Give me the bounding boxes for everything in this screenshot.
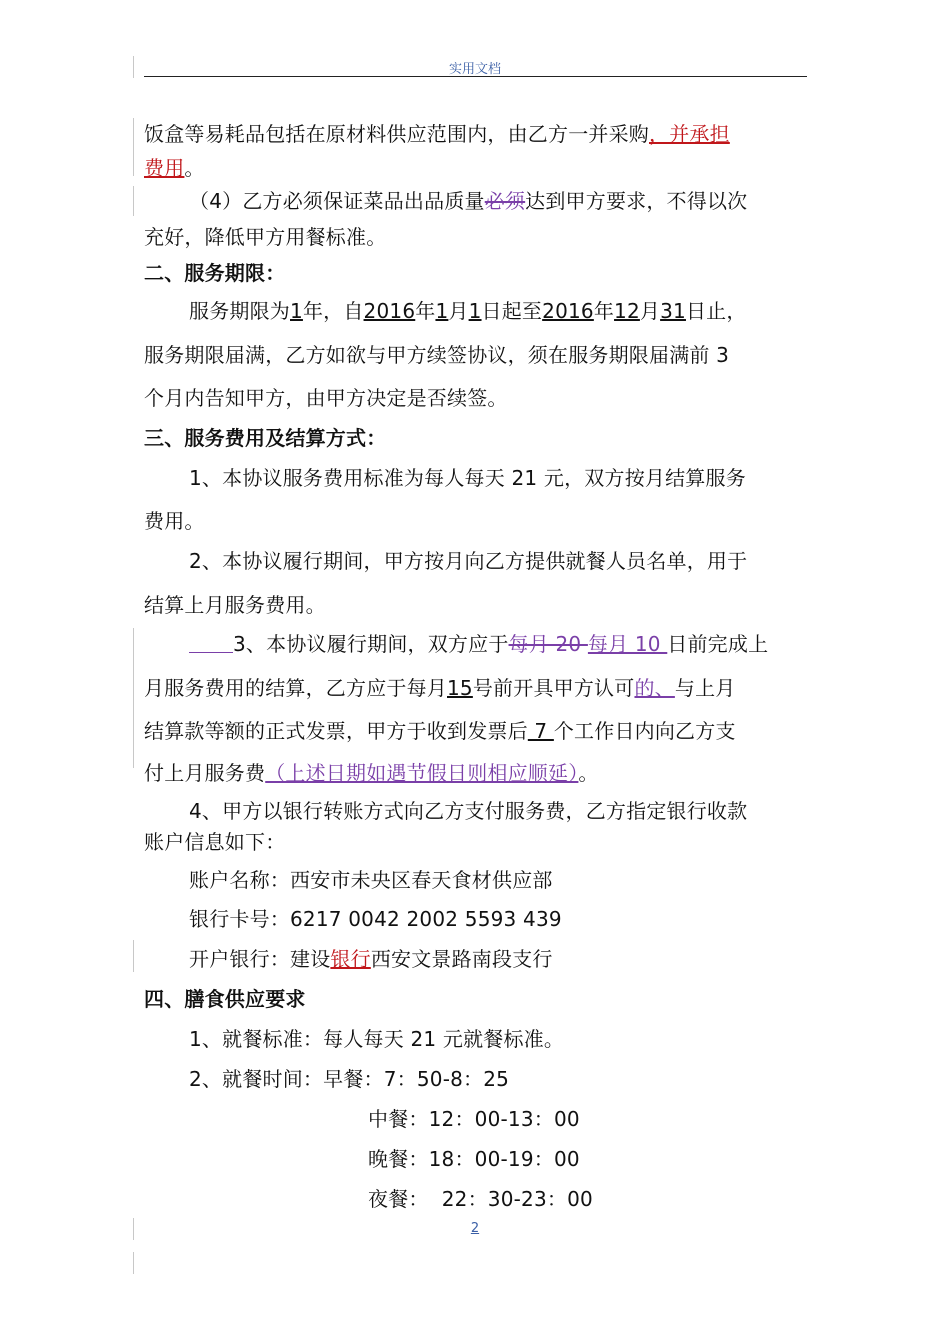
paragraph-line: 1、就餐标准：每人每天 21 元就餐标准。	[189, 1027, 565, 1051]
tracked-deletion: 每月 20	[508, 632, 588, 656]
paragraph-line: 2、本协议履行期间，甲方按月向乙方提供就餐人员名单，用于	[189, 549, 748, 573]
tracked-insertion: 银行	[330, 947, 371, 971]
paragraph-line: 账户名称：西安市未央区春天食材供应部	[189, 868, 553, 892]
text-run: 月	[639, 299, 661, 323]
paragraph-line: 2、就餐时间：早餐：7：50-8：25	[189, 1067, 510, 1091]
paragraph-line: 充好，降低甲方用餐标准。	[144, 225, 387, 249]
tracked-insertion: 每月 10	[587, 632, 668, 656]
running-header: 实用文档	[448, 62, 501, 77]
text-run: 年	[593, 299, 615, 323]
tracked-insertion: 的、	[634, 676, 675, 700]
tracked-insertion: （上述日期如遇节假日则相应顺延）	[265, 761, 579, 785]
text-run: 。	[184, 156, 205, 180]
paragraph-line: 银行卡号：6217 0042 2002 5593 439	[189, 907, 562, 931]
paragraph-line: 夜餐： 22：30-23：00	[368, 1187, 593, 1211]
paragraph-line: 4、甲方以银行转账方式向乙方支付服务费，乙方指定银行收款	[189, 799, 748, 823]
underlined-value: 31	[660, 299, 686, 323]
underlined-value: 1	[290, 299, 303, 323]
margin-change-bar	[133, 940, 134, 972]
underlined-value: 12	[614, 299, 640, 323]
paragraph-line: 结算上月服务费用。	[144, 593, 326, 617]
paragraph-line	[144, 675, 735, 701]
paragraph-line: 服务期限届满，乙方如欲与甲方续签协议，须在服务期限届满前 3	[144, 343, 730, 367]
text-run: 日前完成上	[667, 632, 769, 656]
text-run: 服务期限为	[189, 299, 290, 323]
text-run: 结算款等额的正式发票，甲方于收到发票后	[144, 719, 528, 743]
text-run: 与上月	[674, 676, 736, 700]
margin-change-bar	[133, 628, 134, 768]
text-run: （4）乙方必须保证菜品出品质量	[189, 189, 485, 213]
paragraph-line: 费用。	[144, 509, 205, 533]
text-run: 。	[578, 761, 599, 785]
margin-change-bar	[133, 56, 134, 78]
text-run: 付上月服务费	[144, 761, 266, 785]
tracked-insertion: 费用	[144, 156, 185, 180]
section-heading: 二、服务期限：	[144, 261, 286, 285]
tracked-blank-insertion	[189, 632, 233, 653]
header-rule	[144, 76, 807, 77]
paragraph-line: 账户信息如下：	[144, 830, 286, 854]
text-run: 个工作日内向乙方支	[553, 719, 736, 743]
paragraph-line: 晚餐：18：00-19：00	[368, 1147, 580, 1171]
margin-change-bar	[133, 186, 134, 216]
paragraph-line	[144, 155, 205, 181]
paragraph-line: 中餐：12：00-13：00	[368, 1107, 580, 1131]
paragraph-line	[144, 760, 599, 786]
text-run: 月服务费用的结算，乙方应于每月	[144, 676, 447, 700]
text-run: 月	[448, 299, 469, 323]
text-run: 日起至	[481, 299, 543, 323]
text-run: 3、本协议履行期间，双方应于	[233, 632, 509, 656]
section-heading: 三、服务费用及结算方式：	[144, 426, 387, 450]
underlined-value: 1	[468, 299, 482, 323]
section-heading: 四、膳食供应要求	[144, 987, 306, 1011]
underlined-value: 2016	[542, 299, 594, 323]
paragraph-line: 1、本协议服务费用标准为每人每天 21 元，双方按月结算服务	[189, 466, 746, 490]
paragraph-line	[189, 188, 747, 214]
underlined-value: 1	[435, 299, 449, 323]
margin-change-bar	[133, 118, 134, 176]
margin-change-bar	[133, 1252, 134, 1274]
tracked-deletion: 必须	[484, 189, 526, 213]
underlined-value: 7	[527, 719, 554, 743]
paragraph-line	[189, 298, 747, 324]
text-run: 日止，	[685, 299, 747, 323]
text-run: 饭盒等易耗品包括在原材料供应范围内，由乙方一并采购	[144, 122, 649, 146]
paragraph-line	[144, 718, 736, 744]
text-run: 年	[415, 299, 436, 323]
paragraph-line	[144, 121, 730, 147]
text-run: 号前开具甲方认可	[472, 676, 635, 700]
text-run: 开户银行：建设	[189, 947, 331, 971]
text-run: 年，自	[302, 299, 364, 323]
underlined-value: 15	[447, 676, 473, 700]
paragraph-line	[189, 946, 553, 972]
paragraph-line	[189, 631, 768, 657]
tracked-insertion: ，并承担	[649, 122, 730, 146]
page-number: 2	[470, 1221, 480, 1236]
text-run: 西安文景路南段支行	[370, 947, 553, 971]
paragraph-line: 个月内告知甲方，由甲方决定是否续签。	[144, 386, 508, 410]
underlined-value: 2016	[363, 299, 416, 323]
text-run: 达到甲方要求，不得以次	[525, 189, 748, 213]
